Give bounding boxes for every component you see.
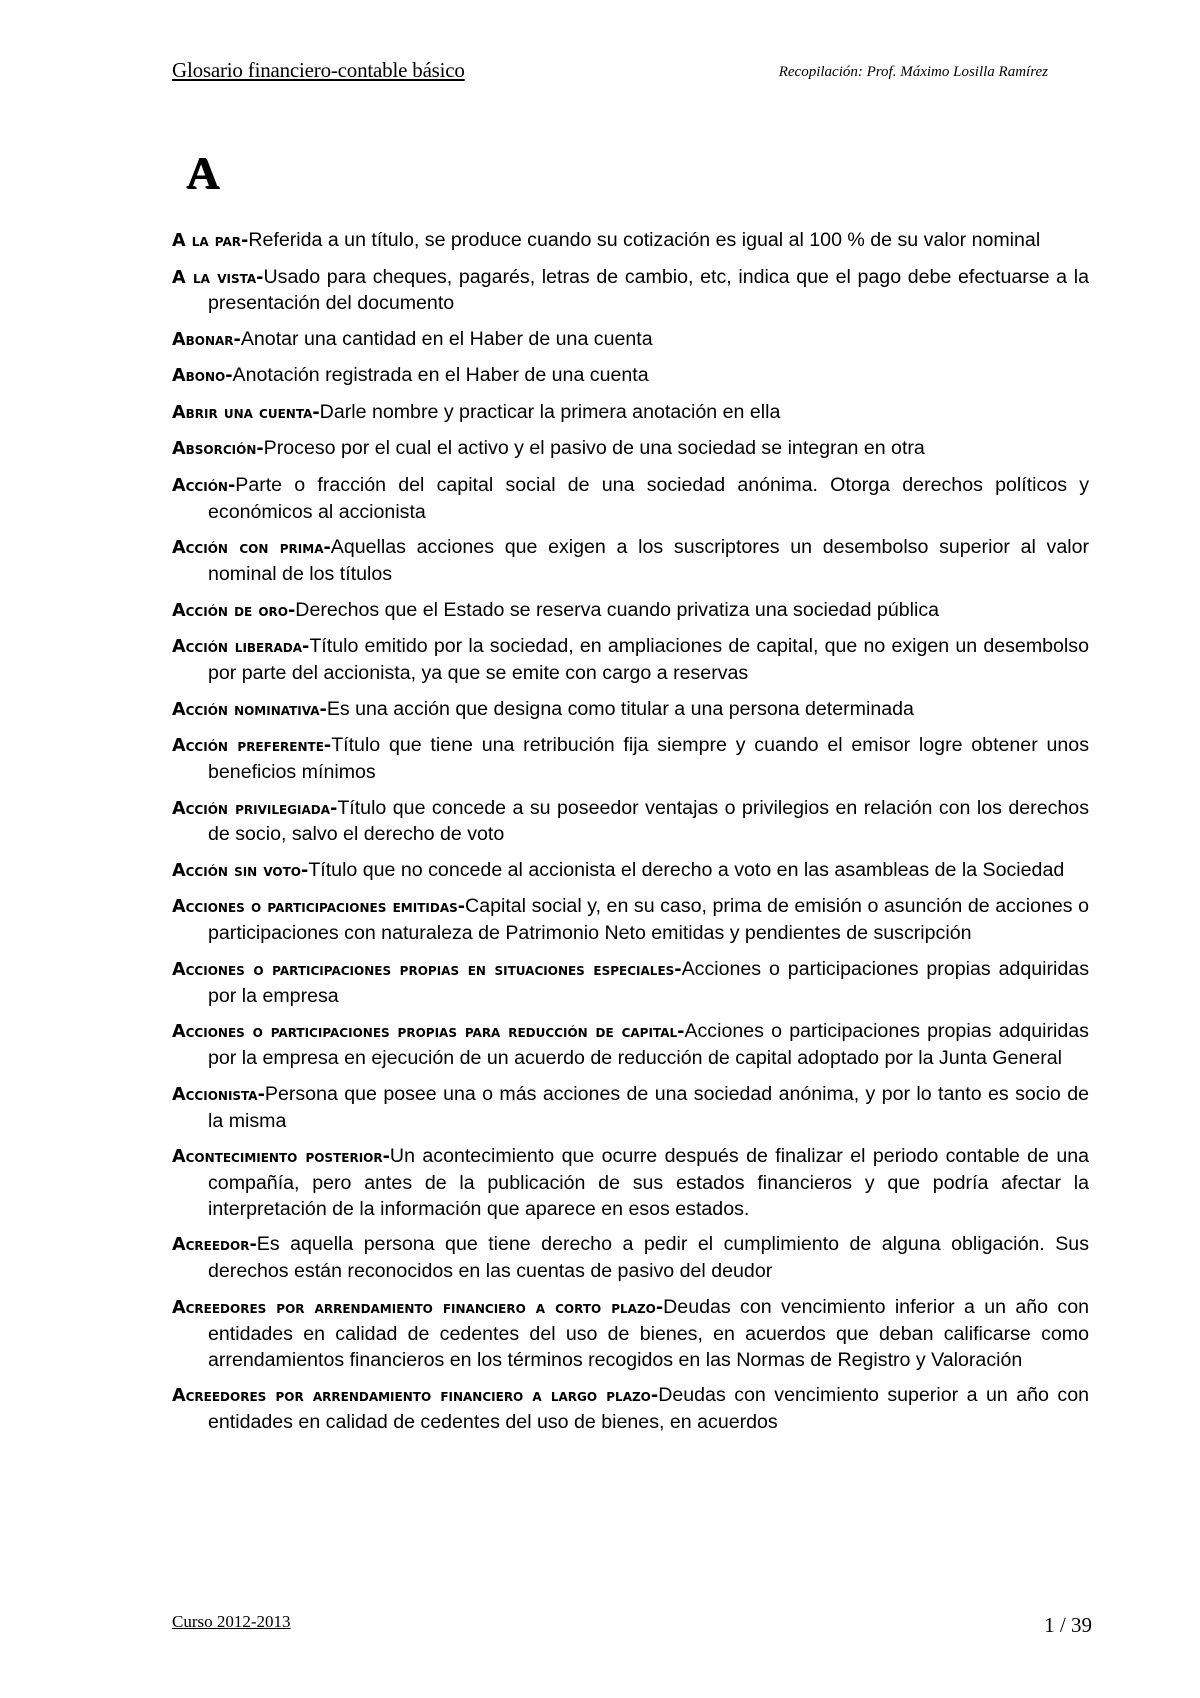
glossary-definition: Un acontecimiento que ocurre después de finalizar el periodo contable de una compañía, pero antes de la publicación de sus estados financieros y que podría afectar la interpretación de la información que aparece en esos estados.	[208, 1145, 1090, 1220]
glossary-term: Acción preferente-	[172, 736, 332, 757]
glossary-entry	[172, 1383, 1089, 1436]
glossary-term: A la par-	[172, 231, 249, 251]
glossary-list	[172, 228, 1089, 1446]
glossary-definition: Anotar una cantidad en el Haber de una cuenta	[240, 327, 653, 350]
glossary-entry	[172, 1082, 1089, 1135]
glossary-definition: Acciones o participaciones propias adquiridas por la empresa en ejecución de un acuerdo de reducción de capital adoptado por la Junta General	[208, 1020, 1089, 1070]
glossary-definition: Usado para cheques, pagarés, letras de cambio, etc, indica que el pago debe efectuarse a la presentación del documento	[208, 265, 1089, 315]
author-credit: Recopilación: Prof. Máximo Losilla Ramírez	[778, 64, 1048, 80]
course-label: Curso 2012-2013	[172, 1612, 291, 1631]
glossary-definition: Capital social y, en su caso, prima de emisión o asunción de acciones o participaciones con naturaleza de Patrimonio Neto emitidas y pendientes de suscripción	[208, 895, 1089, 945]
glossary-entry	[172, 858, 1089, 885]
glossary-entry	[172, 1144, 1089, 1223]
glossary-entry	[172, 894, 1089, 947]
glossary-definition: Darle nombre y practicar la primera anotación en ella	[319, 400, 781, 423]
glossary-definition: Título que tiene una retribución fija siempre y cuando el emisor logre obtener unos beneficios mínimos	[208, 734, 1089, 784]
glossary-term: Acción sin voto-	[172, 860, 309, 881]
glossary-term: Acontecimiento posterior-	[172, 1147, 390, 1168]
glossary-entry	[172, 598, 1089, 625]
glossary-term: Acciones o participaciones propias en situaciones especiales-	[172, 959, 682, 980]
glossary-term: Absorción-	[172, 439, 264, 460]
glossary-term: Abrir una cuenta-	[172, 402, 320, 423]
glossary-term: Acción nominativa-	[172, 699, 327, 720]
glossary-definition: Título que concede a su poseedor ventajas o privilegios en relación con los derechos de socio, salvo el derecho de voto	[208, 796, 1089, 846]
page-number: 1 / 39	[1044, 1613, 1092, 1637]
glossary-term: Acción de oro-	[172, 600, 296, 621]
glossary-entry	[172, 228, 1089, 255]
glossary-definition: Título emitido por la sociedad, en ampliaciones de capital, que no exigen un desembolso por parte del accionista, ya que se emite con cargo a reservas	[208, 635, 1089, 685]
glossary-term: Acreedor-	[172, 1235, 257, 1256]
glossary-definition: Anotación registrada en el Haber de una cuenta	[232, 364, 649, 387]
glossary-definition: Acciones o participaciones propias adquiridas por la empresa	[208, 957, 1089, 1007]
glossary-entry	[172, 796, 1089, 849]
glossary-entry	[172, 327, 1089, 354]
glossary-definition: Es una acción que designa como titular a una persona determinada	[326, 697, 914, 720]
glossary-term: Acción liberada-	[172, 637, 310, 658]
glossary-term: Abono-	[172, 366, 233, 387]
glossary-entry	[172, 363, 1089, 390]
glossary-entry	[172, 473, 1089, 526]
glossary-definition: Es aquella persona que tiene derecho a pedir el cumplimiento de alguna obligación. Sus derechos están reconocidos en las cuentas de pasivo del deudor	[208, 1233, 1089, 1283]
glossary-definition: Referida a un título, se produce cuando su cotización es igual al 100 % de su valor nominal	[248, 229, 1041, 251]
glossary-term: Abonar-	[172, 329, 241, 350]
glossary-entry	[172, 400, 1089, 427]
glossary-definition: Persona que posee una o más acciones de una sociedad anónima, y por lo tanto es socio de la misma	[208, 1082, 1089, 1132]
glossary-term: A la vista-	[172, 267, 264, 288]
glossary-entry	[172, 733, 1089, 786]
glossary-entry	[172, 265, 1089, 318]
glossary-term: Acreedores por arrendamiento financiero a largo plazo-	[172, 1386, 659, 1407]
glossary-term: Accionista-	[172, 1084, 265, 1105]
glossary-definition: Deudas con vencimiento inferior a un año con entidades en calidad de cedentes del uso de bienes, en acuerdos que deban calificarse como arrendamientos financieros en los términos recogidos en las Normas de Registro y Valoración	[208, 1295, 1089, 1371]
glossary-definition: Deudas con vencimiento superior a un año con entidades en calidad de cedentes del uso de bienes, en acuerdos	[208, 1384, 1090, 1433]
glossary-term: Acción-	[172, 475, 236, 496]
glossary-definition: Proceso por el cual el activo y el pasivo de una sociedad se integran en otra	[263, 437, 925, 460]
glossary-term: Acción con prima-	[172, 538, 331, 559]
glossary-entry	[172, 957, 1089, 1010]
glossary-definition: Parte o fracción del capital social de una sociedad anónima. Otorga derechos políticos y económicos al accionista	[208, 473, 1089, 523]
glossary-entry	[172, 1019, 1089, 1072]
glossary-term: Acciones o participaciones emitidas-	[172, 897, 466, 918]
glossary-term: Acción privilegiada-	[172, 798, 338, 819]
document-title: Glosario financiero-contable básico	[172, 58, 465, 82]
glossary-entry	[172, 1295, 1089, 1374]
glossary-term: Acciones o participaciones propias para reducción de capital-	[172, 1022, 685, 1043]
glossary-term: Acreedores por arrendamiento financiero a corto plazo-	[172, 1297, 664, 1318]
glossary-entry	[172, 535, 1089, 588]
glossary-definition: Derechos que el Estado se reserva cuando privatiza una sociedad pública	[295, 598, 940, 621]
glossary-entry	[172, 634, 1089, 687]
glossary-entry	[172, 1232, 1089, 1285]
section-letter: A	[186, 147, 220, 198]
glossary-entry	[172, 697, 1089, 724]
glossary-definition: Título que no concede al accionista el derecho a voto en las asambleas de la Sociedad	[308, 858, 1065, 881]
glossary-definition: Aquellas acciones que exigen a los suscriptores un desembolso superior al valor nominal de los títulos	[208, 536, 1089, 586]
glossary-entry	[172, 436, 1089, 463]
